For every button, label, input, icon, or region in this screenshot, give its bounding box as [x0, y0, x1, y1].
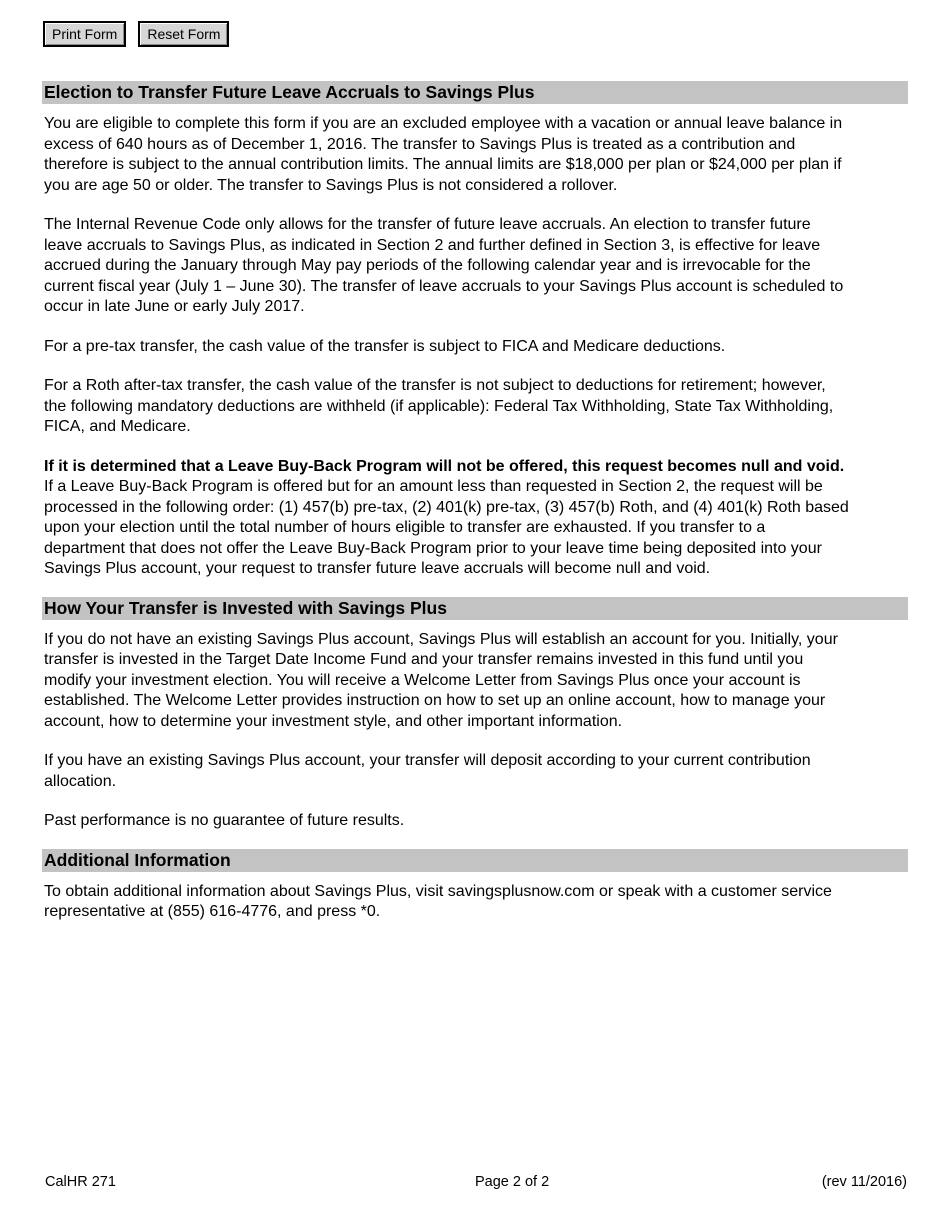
- invested-section-heading: How Your Transfer is Invested with Savings Plus: [42, 597, 908, 620]
- irc-paragraph: The Internal Revenue Code only allows for the transfer of future leave accruals. An election to transfer future leave accruals to Savings Plus, as indicated in Section 2 and further defined in Section 3, is effective for leave accrued during the January through May pay periods of the following calendar year and is irrevocable for the current fiscal year (July 1 – June 30). The transfer of leave accruals to your Savings Plus account is scheduled to occur in late June or early July 2017.: [44, 216, 844, 315]
- performance-paragraph: Past performance is no guarantee of future results.: [44, 812, 405, 829]
- revision-date: (rev 11/2016): [821, 1174, 907, 1190]
- election-section-heading: Election to Transfer Future Leave Accruals to Savings Plus: [42, 81, 908, 104]
- form-content: [42, 81, 908, 923]
- existing-account-paragraph: If you have an existing Savings Plus account, your transfer will deposit according to your current contribution allocation.: [44, 752, 811, 790]
- print-form-button[interactable]: Print Form: [43, 21, 126, 47]
- pretax-paragraph: For a pre-tax transfer, the cash value of the transfer is subject to FICA and Medicare deductions.: [44, 337, 726, 355]
- form-id: CalHR 271: [45, 1174, 116, 1190]
- buyback-warning: If it is determined that a Leave Buy-Back Program will not be offered, this request becomes null and void.: [44, 457, 845, 475]
- reset-form-button[interactable]: Reset Form: [138, 21, 229, 47]
- buyback-details: If a Leave Buy-Back Program is offered but for an amount less than requested in Section 2, the request will be processed in the following order: (1) 457(b) pre-tax, (2) 401(k) pre-tax, (3) 457(b) Roth, and (4) 401(k) Roth based upon your election until the total number of hours eligible to transfer are exhausted. If you transfer to a department that does not offer the Leave Buy-Back Program prior to your leave time being deposited into your Savings Plus account, your request to transfer future leave accruals will become null and void.: [44, 478, 849, 577]
- form-toolbar: [43, 21, 229, 47]
- eligibility-paragraph: You are eligible to complete this form if you are an excluded employee with a vacation or annual leave balance in excess of 640 hours as of December 1, 2016. The transfer to Savings Plus is treated as a contribution and therefore is subject to the annual contribution limits. The annual limits are $18,000 per plan or $24,000 per plan if you are age 50 or older. The transfer to Savings Plus is not considered a rollover.: [44, 115, 843, 194]
- new-account-paragraph: If you do not have an existing Savings Plus account, Savings Plus will establish an account for you. Initially, your transfer is invested in the Target Date Income Fund and your transfer remains invested in this fund until you modify your investment election. You will receive a Welcome Letter from Savings Plus once your account is established. The Welcome Letter provides instruction on how to set up an online account, how to manage your account, how to determine your investment style, and other important information.: [44, 630, 838, 730]
- roth-paragraph: For a Roth after-tax transfer, the cash value of the transfer is not subject to deductions for retirement; however, the following mandatory deductions are withheld (if applicable): Federal Tax Withholding, State Tax Withholding, FICA, and Medicare.: [44, 377, 834, 435]
- page-number: Page 2 of 2: [475, 1174, 550, 1190]
- page-footer: [45, 1174, 907, 1194]
- additional-section-heading: Additional Information: [42, 849, 908, 872]
- contact-paragraph: To obtain additional information about Savings Plus, visit savingsplusnow.com or speak with a customer service representative at (855) 616-4776, and press *0.: [44, 882, 832, 920]
- buyback-paragraph: [42, 457, 908, 580]
